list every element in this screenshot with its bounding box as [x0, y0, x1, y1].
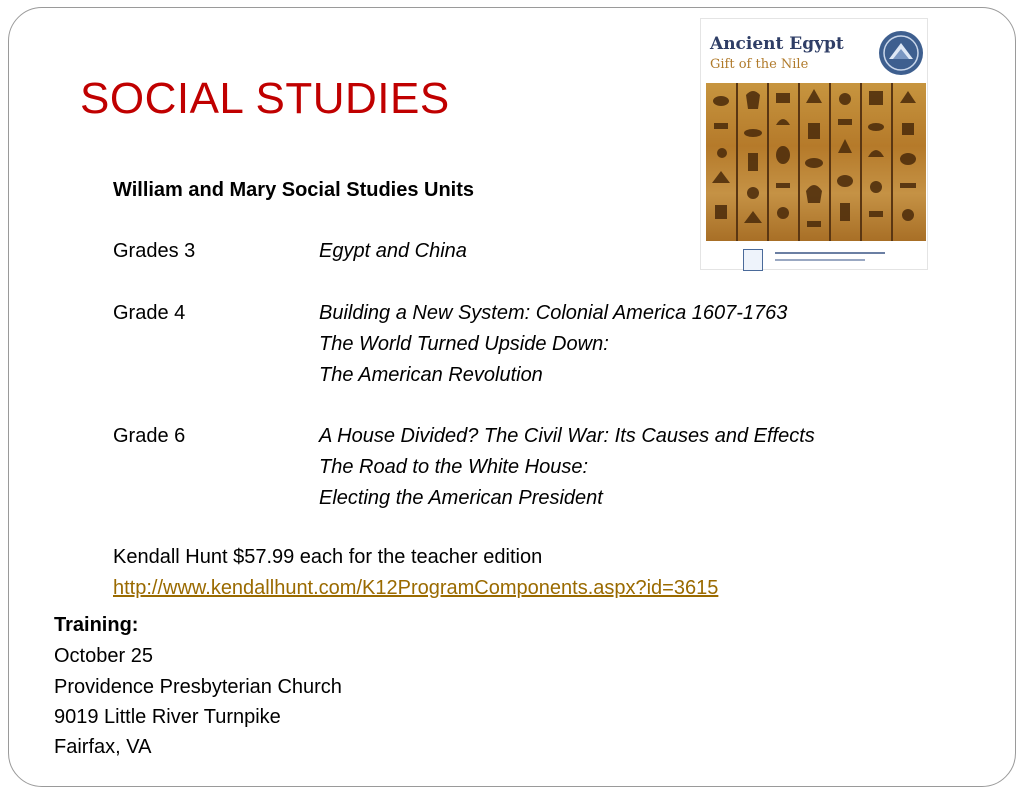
publisher-mark — [775, 259, 865, 261]
cover-title: Ancient Egypt — [710, 34, 844, 54]
slide-title: SOCIAL STUDIES — [80, 74, 450, 123]
unit-title: Electing the American President — [319, 487, 603, 509]
training-date: October 25 — [54, 645, 153, 667]
kendall-hunt-link[interactable]: http://www.kendallhunt.com/K12ProgramComponents.aspx?id=3615 — [113, 577, 719, 599]
book-cover-image — [700, 18, 928, 270]
unit-title: The World Turned Upside Down: — [319, 333, 609, 355]
cover-subtitle: Gift of the Nile — [710, 57, 809, 72]
training-city: Fairfax, VA — [54, 736, 152, 758]
unit-title: A House Divided? The Civil War: Its Causes and Effects — [319, 425, 815, 447]
unit-title: Building a New System: Colonial America 1607-1763 — [319, 302, 788, 324]
training-label: Training: — [54, 614, 139, 636]
grade-label: Grade 4 — [113, 302, 186, 324]
grade-label: Grade 6 — [113, 425, 186, 447]
training-address: 9019 Little River Turnpike — [54, 706, 281, 728]
college-logo-icon — [743, 249, 763, 271]
training-venue: Providence Presbyterian Church — [54, 676, 342, 698]
price-note: Kendall Hunt $57.99 each for the teacher edition — [113, 546, 543, 568]
cover-footer — [701, 243, 929, 271]
units-heading: William and Mary Social Studies Units — [113, 179, 475, 201]
hieroglyph-art — [706, 83, 926, 241]
grade-label: Grades 3 — [113, 240, 196, 262]
unit-title: The Road to the White House: — [319, 456, 589, 478]
seal-icon — [877, 29, 925, 77]
unit-title: The American Revolution — [319, 364, 543, 386]
unit-title: Egypt and China — [319, 240, 467, 262]
publisher-mark — [775, 252, 885, 254]
